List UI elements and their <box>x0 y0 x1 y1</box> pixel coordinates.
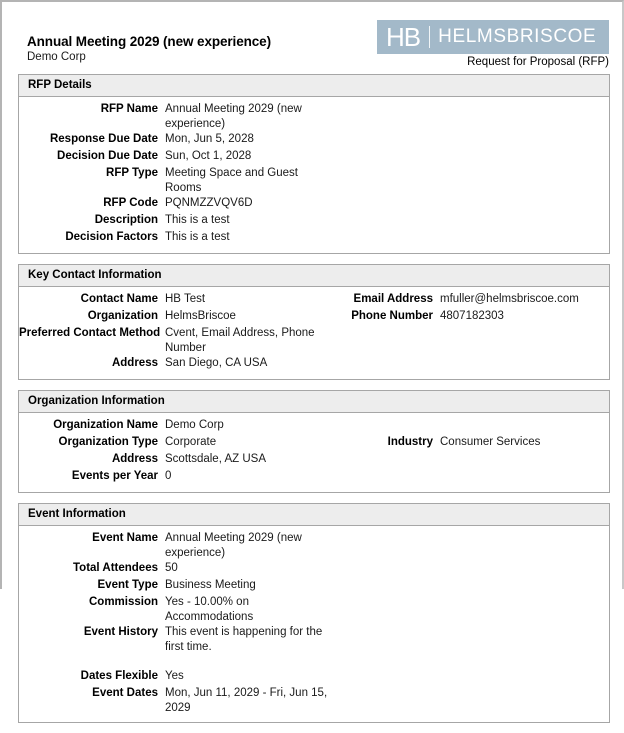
detail-row <box>19 561 609 578</box>
detail-cell <box>19 309 335 324</box>
field-label: Decision Due Date <box>57 150 158 162</box>
detail-cell <box>19 196 335 211</box>
detail-cell-secondary <box>335 292 611 307</box>
field-value: 0 <box>165 470 172 482</box>
field-label: Phone Number <box>351 310 433 322</box>
detail-row <box>19 102 609 132</box>
detail-cell-secondary <box>335 309 611 324</box>
detail-cell <box>19 213 335 228</box>
field-label: Event Type <box>97 579 158 591</box>
section-key-contact-information <box>18 264 610 380</box>
field-label: Decision Factors <box>65 231 158 243</box>
detail-cell <box>19 452 335 467</box>
field-label: Preferred Contact Method <box>19 327 161 339</box>
detail-row <box>19 578 609 595</box>
field-label: Dates Flexible <box>80 670 158 682</box>
detail-cell <box>19 669 335 684</box>
field-label: Event Name <box>92 532 158 544</box>
detail-cell <box>19 418 335 433</box>
detail-cell <box>19 561 335 576</box>
detail-cell <box>19 469 335 484</box>
detail-row <box>19 196 609 213</box>
detail-cell <box>19 230 335 245</box>
field-label: Response Due Date <box>49 133 158 145</box>
detail-cell <box>19 356 335 371</box>
title-block <box>27 34 271 65</box>
detail-row <box>19 595 609 625</box>
field-value: Demo Corp <box>165 419 224 431</box>
detail-cell <box>19 292 335 307</box>
detail-cell <box>19 595 335 625</box>
field-label: Organization Type <box>58 436 158 448</box>
detail-row <box>19 686 609 716</box>
field-label: Address <box>111 453 158 465</box>
field-value: HelmsBriscoe <box>165 310 236 322</box>
field-value: 50 <box>165 562 178 574</box>
detail-row <box>19 309 609 326</box>
detail-cell <box>19 435 335 450</box>
detail-cell <box>19 625 335 655</box>
section-body-key-contact-information <box>19 287 609 379</box>
detail-cell <box>19 531 335 561</box>
detail-row <box>19 669 609 686</box>
field-value: Cvent, Email Address, Phone Number <box>165 327 315 354</box>
section-body-rfp-details <box>19 97 609 253</box>
field-label: RFP Name <box>100 103 158 115</box>
field-label: Commission <box>88 596 158 608</box>
detail-cell <box>19 102 335 132</box>
detail-row <box>19 166 609 196</box>
logo-mark-icon: HB <box>386 22 421 52</box>
field-label: Address <box>111 357 158 369</box>
field-value: Sun, Oct 1, 2028 <box>165 150 252 162</box>
field-value: 4807182303 <box>440 310 504 322</box>
detail-row <box>19 292 609 309</box>
page-subtitle: Demo Corp <box>27 51 86 63</box>
detail-row <box>19 230 609 247</box>
document-content <box>18 2 610 733</box>
detail-row <box>19 469 609 486</box>
field-value: Business Meeting <box>165 579 256 591</box>
section-event-information <box>18 503 610 723</box>
detail-row <box>19 452 609 469</box>
field-label: Event Dates <box>92 687 158 699</box>
detail-row <box>19 356 609 373</box>
field-label: Contact Name <box>80 293 158 305</box>
field-label: Events per Year <box>71 470 158 482</box>
detail-row <box>19 531 609 561</box>
field-value: San Diego, CA USA <box>165 357 268 369</box>
field-label: Industry <box>387 436 433 448</box>
detail-cell <box>19 686 335 716</box>
document-header <box>18 2 610 74</box>
field-value: This is a test <box>165 231 230 243</box>
page-title: Annual Meeting 2029 (new experience) <box>27 34 271 49</box>
field-value: Yes <box>165 670 184 682</box>
section-title-event-information: Event Information <box>19 504 609 526</box>
section-title-rfp-details: RFP Details <box>19 75 609 97</box>
field-value: PQNMZZVQV6D <box>165 197 253 209</box>
field-label: Organization <box>87 310 158 322</box>
detail-row <box>19 326 609 356</box>
detail-row <box>19 213 609 230</box>
field-value: This event is happening for the first time. <box>165 626 323 653</box>
helmsbriscoe-logo <box>377 20 609 54</box>
detail-cell <box>19 166 335 196</box>
section-title-organization-information: Organization Information <box>19 391 609 413</box>
detail-row <box>19 435 609 452</box>
section-body-event-information <box>19 526 609 722</box>
field-label: Description <box>94 214 158 226</box>
field-value: HB Test <box>165 293 206 305</box>
detail-row <box>19 132 609 149</box>
logo-wordmark: HELMSBRISCOE <box>438 26 597 47</box>
field-label: Email Address <box>353 293 433 305</box>
section-body-organization-information <box>19 413 609 492</box>
field-value: This is a test <box>165 214 230 226</box>
detail-row <box>19 625 609 669</box>
field-value: Scottsdale, AZ USA <box>165 453 266 465</box>
document-type-caption: Request for Proposal (RFP) <box>467 56 609 68</box>
detail-row <box>19 149 609 166</box>
field-label: RFP Type <box>106 167 158 179</box>
field-label: Organization Name <box>53 419 158 431</box>
field-value: mfuller@helmsbriscoe.com <box>440 293 579 305</box>
section-organization-information <box>18 390 610 493</box>
field-value: Annual Meeting 2029 (new experience) <box>165 103 302 130</box>
field-value: Yes - 10.00% on Accommodations <box>165 596 254 623</box>
field-label: Event History <box>83 626 158 638</box>
field-label: Total Attendees <box>73 562 158 574</box>
detail-cell <box>19 149 335 164</box>
field-value: Annual Meeting 2029 (new experience) <box>165 532 302 559</box>
field-value: Meeting Space and Guest Rooms <box>165 167 298 194</box>
section-rfp-details <box>18 74 610 254</box>
detail-row <box>19 418 609 435</box>
field-value: Mon, Jun 11, 2029 - Fri, Jun 15, 2029 <box>165 687 328 714</box>
section-title-key-contact-information: Key Contact Information <box>19 265 609 287</box>
field-value: Mon, Jun 5, 2028 <box>165 133 254 145</box>
detail-cell-secondary <box>335 435 611 450</box>
detail-cell <box>19 578 335 593</box>
detail-cell <box>19 132 335 147</box>
detail-cell <box>19 326 335 356</box>
logo-divider-icon <box>429 26 430 48</box>
field-value: Corporate <box>165 436 217 448</box>
field-label: RFP Code <box>103 197 158 209</box>
field-value: Consumer Services <box>440 436 541 448</box>
